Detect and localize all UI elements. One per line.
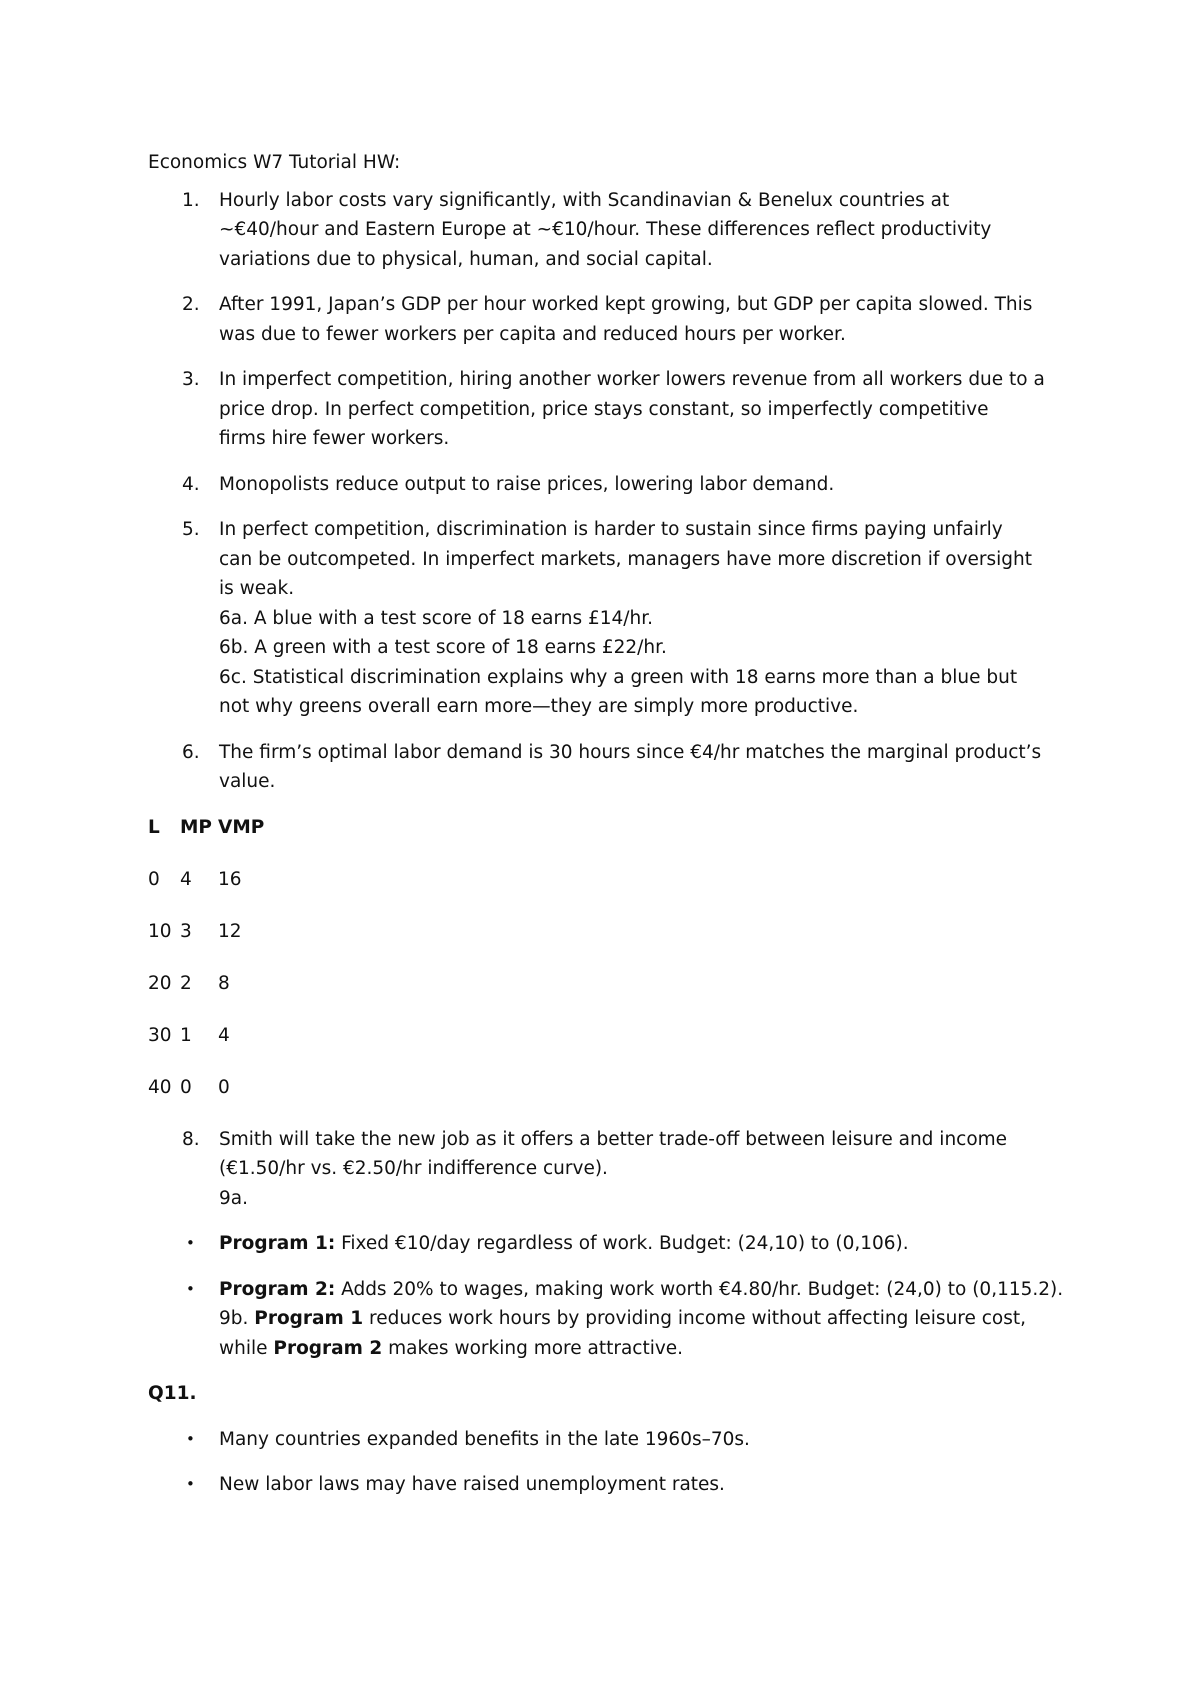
answer-item-2 — [148, 290, 1068, 349]
answer-item-6 — [148, 738, 1068, 797]
item-number: 6. — [182, 741, 200, 763]
table-cell: 1 — [180, 1024, 192, 1046]
program-2-text: Adds 20% to wages, making work worth €4.80/hr. Budget: (24,0) to (0,115.2). — [335, 1278, 1064, 1300]
table-cell: 0 — [218, 1076, 230, 1098]
answer-9b-prefix-2: while — [219, 1337, 274, 1359]
item-line: firms hire fewer workers. — [219, 428, 450, 449]
table-header-row — [148, 813, 1068, 865]
table-row — [148, 865, 1068, 917]
table-row — [148, 1021, 1068, 1073]
item-line: was due to fewer workers per capita and reduced hours per worker. — [219, 323, 846, 345]
q11-bullet-text: Many countries expanded benefits in the late 1960s–70s. — [219, 1428, 750, 1450]
table-header-mp: MP — [180, 816, 212, 838]
item-number: 5. — [182, 519, 200, 540]
answer-9b-program-2: Program 2 — [273, 1337, 383, 1359]
table-cell: 16 — [218, 868, 242, 890]
item-line: price drop. In perfect competition, price stays constant, so imperfectly competitive — [219, 398, 989, 420]
item-line: Monopolists reduce output to raise prices, lowering labor demand. — [219, 473, 835, 495]
bullet-icon: • — [186, 1475, 195, 1493]
answer-item-8 — [148, 1125, 1068, 1214]
table-cell: 40 — [148, 1076, 172, 1098]
program-2-label: Program 2: — [219, 1278, 336, 1300]
answer-9b-prefix: 9b. — [219, 1308, 255, 1329]
item-line: (€1.50/hr vs. €2.50/hr indifference curve). — [219, 1158, 608, 1179]
item-line: variations due to physical, human, and social capital. — [219, 248, 713, 270]
table-row — [148, 969, 1068, 1021]
item-line: is weak. — [219, 578, 295, 599]
answer-list — [148, 186, 1068, 797]
program-1-line — [219, 1229, 1068, 1259]
table-cell: 3 — [180, 920, 192, 942]
document-title: Economics W7 Tutorial HW: — [148, 152, 401, 173]
q11-bullet-text: New labor laws may have raised unemployment rates. — [219, 1474, 725, 1495]
table-row — [148, 917, 1068, 969]
item-line: 9a. — [219, 1187, 248, 1209]
table-cell: 4 — [180, 868, 192, 890]
q11-bullet — [148, 1425, 1068, 1455]
program-2-bullet — [148, 1275, 1068, 1364]
answer-9b-end: makes working more attractive. — [382, 1337, 684, 1359]
item-line: 6b. A green with a test score of 18 earns £22/hr. — [219, 637, 667, 658]
bullet-icon: • — [186, 1234, 195, 1252]
item-line: Smith will take the new job as it offers a better trade-off between leisure and income — [219, 1128, 1008, 1150]
item-number: 4. — [182, 473, 200, 495]
answer-9b-line — [219, 1304, 1068, 1334]
table-cell: 4 — [218, 1024, 230, 1046]
answer-9b-text: reduces work hours by providing income without affecting leisure cost, — [363, 1308, 1027, 1329]
item-line: After 1991, Japan’s GDP per hour worked kept growing, but GDP per capita slowed. This — [219, 294, 1033, 315]
answer-9b-program-1: Program 1 — [254, 1308, 364, 1329]
item-line: value. — [219, 771, 276, 792]
answer-item-3 — [148, 365, 1068, 454]
labor-table — [148, 813, 1068, 1125]
item-number: 1. — [182, 189, 200, 211]
item-line: can be outcompeted. In imperfect markets, managers have more discretion if oversight — [219, 548, 1033, 570]
program-2-line — [219, 1275, 1068, 1305]
table-cell: 8 — [218, 972, 230, 994]
item-line: The firm’s optimal labor demand is 30 hours since €4/hr matches the marginal product’s — [219, 741, 1042, 763]
answer-item-4 — [148, 470, 1068, 500]
item-line: In perfect competition, discrimination is harder to sustain since firms paying unfairly — [219, 519, 1003, 540]
item-number: 8. — [182, 1128, 200, 1150]
item-line: ~€40/hour and Eastern Europe at ~€10/hour. These differences reflect productivity — [219, 219, 992, 240]
bullet-icon: • — [186, 1429, 195, 1448]
q11-heading: Q11. — [148, 1383, 197, 1404]
table-cell: 0 — [180, 1076, 192, 1098]
item-line: 6c. Statistical discrimination explains why a green with 18 earns more than a blue but — [219, 666, 1018, 688]
answer-item-5 — [148, 515, 1068, 722]
table-cell: 12 — [218, 920, 242, 942]
program-1-bullet — [148, 1229, 1068, 1259]
table-cell: 0 — [148, 868, 160, 890]
table-header-vmp: VMP — [218, 816, 265, 838]
table-header-l: L — [148, 816, 160, 838]
item-number: 2. — [182, 294, 200, 315]
answer-9b-line-2 — [219, 1334, 1068, 1364]
item-line: Hourly labor costs vary significantly, with Scandinavian & Benelux countries at — [219, 189, 950, 211]
bullet-icon: • — [186, 1279, 195, 1298]
item-line: not why greens overall earn more—they are simply more productive. — [219, 696, 859, 717]
table-cell: 30 — [148, 1024, 172, 1046]
item-line: In imperfect competition, hiring another worker lowers revenue from all workers due to a — [219, 369, 1045, 390]
item-number: 3. — [182, 369, 200, 390]
table-row — [148, 1073, 1068, 1125]
table-cell: 10 — [148, 920, 172, 942]
table-cell: 2 — [180, 972, 192, 994]
q11-bullet — [148, 1470, 1068, 1500]
item-line: 6a. A blue with a test score of 18 earns £14/hr. — [219, 607, 654, 629]
program-1-label: Program 1: — [219, 1233, 336, 1254]
document-page — [148, 148, 1068, 1516]
answer-item-1 — [148, 186, 1068, 275]
table-cell: 20 — [148, 972, 172, 994]
program-1-text: Fixed €10/day regardless of work. Budget: (24,10) to (0,106). — [335, 1233, 909, 1254]
